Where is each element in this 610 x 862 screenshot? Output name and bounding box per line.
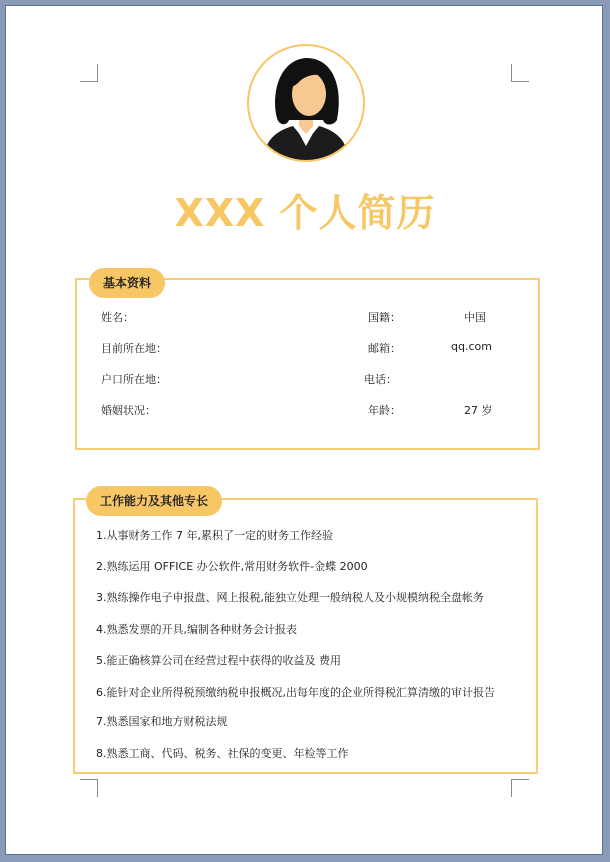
marital-label: 婚姻状况：	[101, 404, 156, 417]
skill-item: 4.熟悉发票的开具,编制各种财务会计报表	[96, 623, 297, 636]
resume-title: XXX 个人简历	[174, 191, 436, 235]
basic-info-box	[75, 278, 540, 450]
skill-item: 3.熟练操作电子申报盘、网上报税,能独立处理一般纳税人及小规模纳税全盘帐务	[96, 591, 484, 604]
hukou-label: 户口所在地：	[101, 373, 167, 386]
name-label: 姓名：	[101, 311, 134, 324]
location-label: 目前所在地：	[101, 342, 167, 355]
crop-mark-top-right	[511, 64, 529, 82]
skill-item: 8.熟悉工商、代码、税务、社保的变更、年检等工作	[96, 747, 349, 760]
woman-avatar-icon	[249, 46, 363, 160]
skill-item: 5.能正确核算公司在经营过程中获得的收益及 费用	[96, 654, 341, 667]
email-value: qq.com	[451, 340, 492, 353]
nationality-label: 国籍：	[368, 311, 401, 324]
basic-info-tag: 基本资料	[89, 268, 165, 298]
crop-mark-bottom-left	[80, 779, 98, 797]
age-label: 年龄：	[368, 404, 401, 417]
avatar	[247, 44, 365, 162]
skills-tag: 工作能力及其他专长	[86, 486, 222, 516]
skill-item: 1.从事财务工作 7 年,累积了一定的财务工作经验	[96, 529, 333, 542]
age-value: 27 岁	[464, 404, 493, 417]
phone-label: 电话：	[364, 373, 397, 386]
nationality-value: 中国	[464, 311, 486, 324]
skill-item: 7.熟悉国家和地方财税法规	[96, 715, 228, 728]
resume-page	[5, 5, 603, 855]
email-label: 邮箱：	[368, 342, 401, 355]
crop-mark-top-left	[80, 64, 98, 82]
crop-mark-bottom-right	[511, 779, 529, 797]
skill-item: 2.熟练运用 OFFICE 办公软件,常用财务软件-金蝶 2000	[96, 560, 368, 573]
skill-item: 6.能针对企业所得税预缴纳税申报概况,出每年度的企业所得税汇算清缴的审计报告	[96, 686, 495, 699]
